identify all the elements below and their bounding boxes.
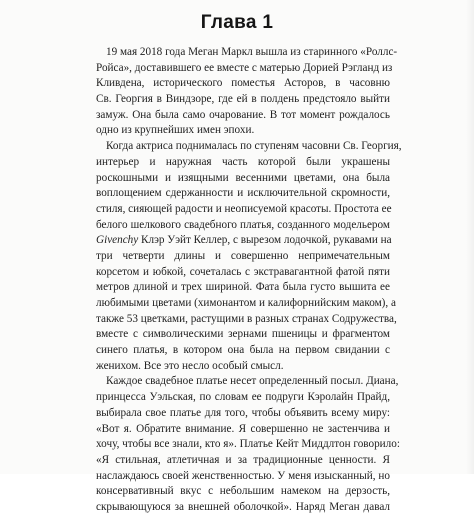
- page-edge-shade: [466, 0, 474, 474]
- text-line: синего платья, в котором она была на первом свидании с: [96, 344, 390, 357]
- text-line: интерьер и наружная часть которой были украшены: [96, 155, 390, 168]
- text-line: Когда актриса поднималась по ступеням часовни Св. Георгия,: [106, 140, 402, 153]
- text-line: метров длиной и трех шириной. Фата была густо вышита ее: [96, 281, 390, 294]
- text-line: скрывающуюся за внешней оболочкой». Наряд Меган давал: [96, 500, 390, 513]
- text-line: «Вот я. Обратите внимание. Я совершенно не застенчива и: [96, 422, 390, 435]
- text-line: «Я стильная, атлетичная и за традиционные ценности. Я: [96, 453, 390, 466]
- paragraph: [96, 139, 402, 374]
- text-line: Каждое свадебное платье несет определенный посыл. Диана,: [106, 375, 399, 388]
- brand-name: Givenchy: [96, 234, 139, 247]
- text-line: принцесса Уэльская, по словам ее подруги Кэролайн Прайд,: [96, 391, 390, 404]
- text-line: 19 мая 2018 года Меган Маркл вышла из старинного «Роллс-: [106, 46, 398, 58]
- paragraph: [96, 374, 400, 515]
- text-line: белого шелкового свадебного платья, созданного модельером: [96, 218, 390, 231]
- text-line: роскошными и изящными весенними цветами, она была: [96, 171, 390, 184]
- text-line: хочу, чтобы все знали, кто я». Платье Кейт Миддлтон говорило:: [96, 438, 400, 451]
- text-line: женихом. Все это несло особый смысл.: [96, 359, 284, 372]
- paragraph: [96, 45, 398, 139]
- text-line: консервативный вкус с небольшим намеком на дерзость,: [96, 485, 390, 498]
- chapter-body: [96, 45, 402, 516]
- text-line: три четверти длины и совершенно непримечательным: [96, 249, 390, 262]
- text-line: наслаждаюсь своей женственностью. У меня изысканный, но: [96, 469, 390, 482]
- text-line: вместе с символическими зернами пшеницы и фрагментом: [96, 328, 390, 341]
- text-line: Св. Георгия в Виндзоре, где ей в полдень предстояло выйти: [96, 93, 390, 106]
- text-line: корсетом и юбкой, сочеталась с экстравагантной фатой пяти: [96, 265, 390, 278]
- text-line: Givenchy Клэр Уэйт Келлер, с вырезом лодочкой, рукавами на: [96, 234, 392, 247]
- text-line: воплощением сдержанности и исключительной скромности,: [96, 187, 390, 200]
- text-line: выбирала свое платье для того, чтобы объявить всему миру:: [96, 406, 390, 419]
- text-line: замуж. Она была само очарование. В тот момент рождалось: [96, 108, 390, 121]
- text-line: одно из крупнейших имен эпохи.: [96, 124, 255, 137]
- text-line: Кливдена, исторического поместья Асторов, в часовню: [96, 77, 390, 90]
- text-line: стиля, сияющей радости и неописуемой красоты. Простота ее: [96, 202, 392, 215]
- text-line: также 53 цветками, растущими в разных странах Содружества,: [96, 312, 397, 325]
- chapter-title: Глава 1: [200, 12, 274, 33]
- text-line: любимыми цветами (химонантом и калифорнийским маком), а: [96, 297, 396, 309]
- text-line: Ройса», доставившего ее вместе с матерью Дорией Рэгланд из: [96, 61, 393, 74]
